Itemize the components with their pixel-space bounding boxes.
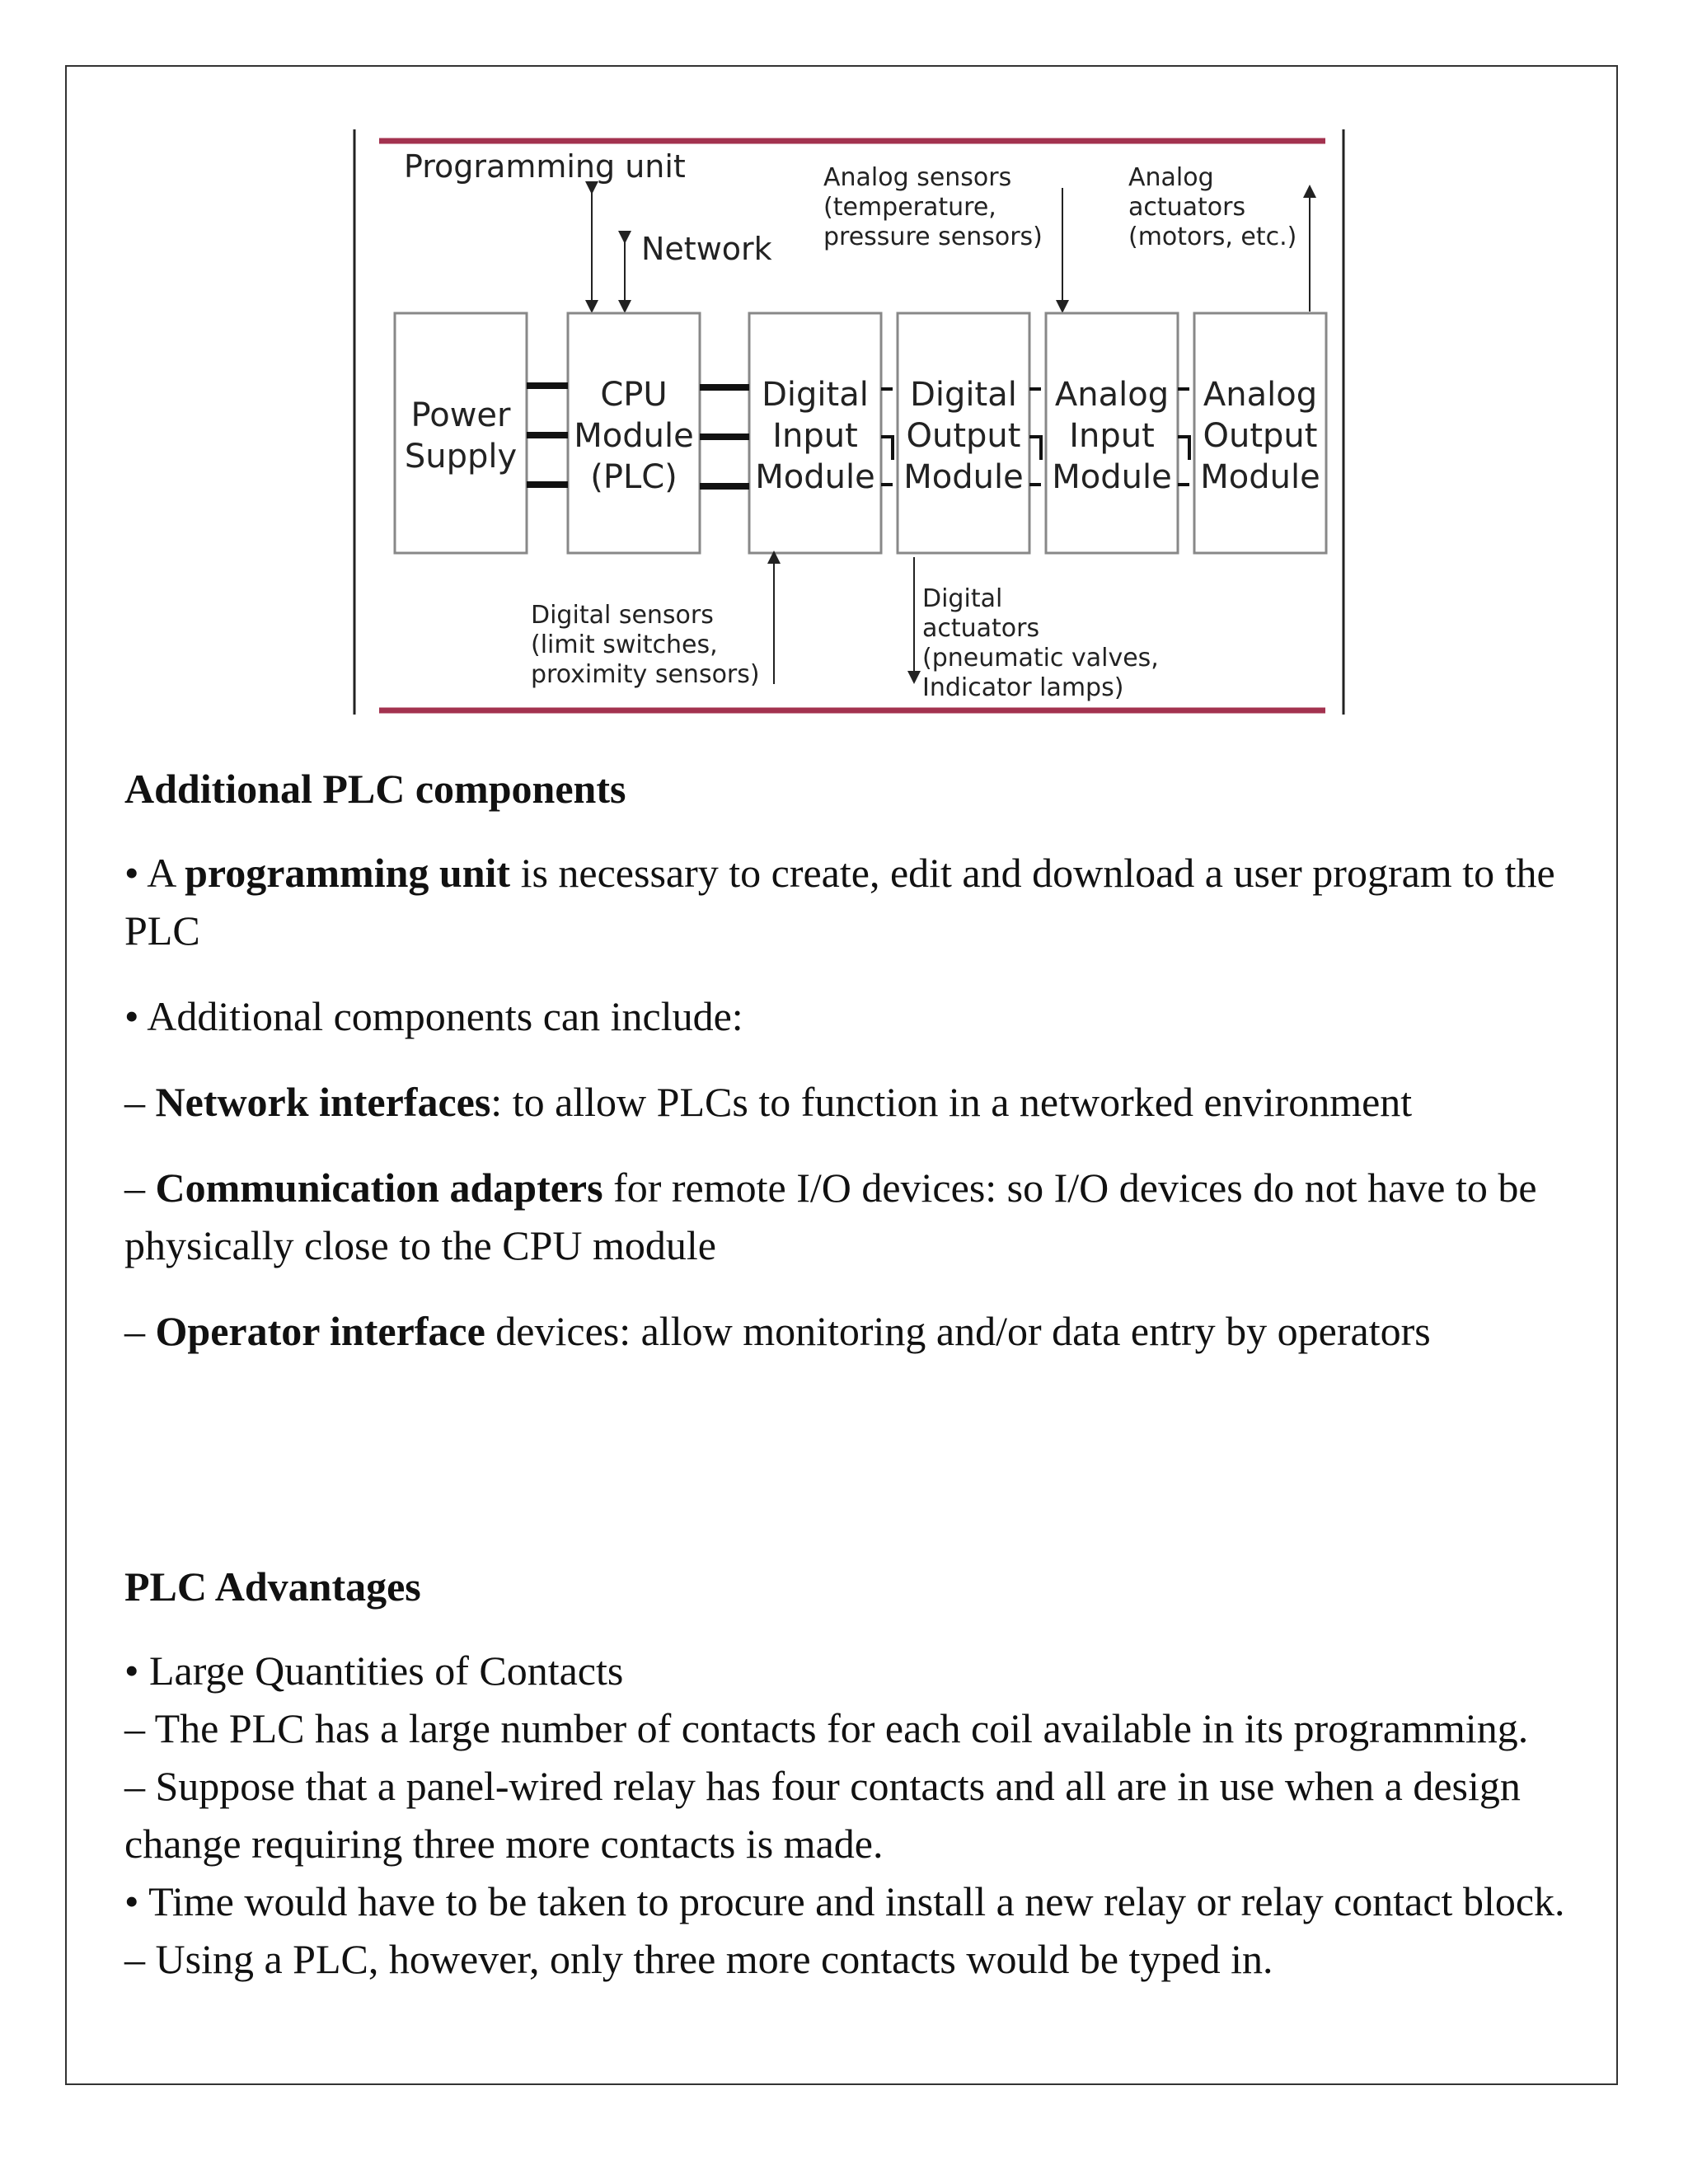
digital-sensors-label-1: Digital sensors <box>531 601 714 630</box>
text: devices: allow monitoring and/or data entry by operators <box>485 1308 1431 1354</box>
paragraph-additional: • Additional components can include: <box>124 993 743 1039</box>
analog-input-label-3: Module <box>1052 458 1172 496</box>
paragraph-operator-interface <box>124 1302 1575 1360</box>
cpu-label-1: CPU <box>600 376 668 414</box>
text: – <box>124 1079 156 1125</box>
analog-output-label-3: Module <box>1200 458 1320 496</box>
programming-unit-label: Programming unit <box>404 148 686 185</box>
paragraph-network-interfaces <box>124 1073 1575 1131</box>
digital-output-label-2: Output <box>906 417 1021 455</box>
section-plc-advantages <box>124 1558 1575 1988</box>
digital-input-label-2: Input <box>772 417 858 455</box>
bold-term: Network interfaces <box>155 1079 491 1125</box>
digital-actuators-label-3: (pneumatic valves, <box>922 644 1159 673</box>
digital-sensors-label-2: (limit switches, <box>531 630 718 659</box>
section-heading: PLC Advantages <box>124 1563 421 1610</box>
digital-input-label-1: Digital <box>762 376 869 414</box>
bold-term: Operator interface <box>155 1308 485 1354</box>
digital-actuators-label-4: Indicator lamps) <box>922 673 1124 702</box>
analog-input-label-1: Analog <box>1054 376 1170 414</box>
digital-input-label-3: Module <box>755 458 875 496</box>
bus-cpu-digital-input <box>700 387 749 486</box>
cpu-label-3: (PLC) <box>590 458 678 496</box>
text: is necessary to create, edit and download a user program to the PLC <box>124 850 1555 954</box>
analog-sensors-label-2: (temperature, <box>823 193 996 222</box>
text: for remote I/O devices: so I/O devices do not have to be physically close to the CPU module <box>124 1165 1537 1268</box>
digital-actuators-label-1: Digital <box>922 584 1003 613</box>
digital-sensors-label-3: proximity sensors) <box>531 660 760 689</box>
digital-output-label-3: Module <box>903 458 1024 496</box>
digital-actuators-label-2: actuators <box>922 614 1040 643</box>
advantage-line: – Using a PLC, however, only three more contacts would be typed in. <box>124 1936 1273 1982</box>
analog-sensors-label-1: Analog sensors <box>823 163 1012 192</box>
text: • A <box>124 850 185 896</box>
bold-term: Communication adapters <box>155 1165 603 1211</box>
digital-output-label-1: Digital <box>910 376 1017 414</box>
text: : to allow PLCs to function in a networked environment <box>490 1079 1413 1125</box>
analog-actuators-label-1: Analog <box>1128 163 1214 192</box>
plc-block-diagram <box>0 0 1688 742</box>
cpu-label-2: Module <box>574 417 694 455</box>
paragraph-communication-adapters <box>124 1159 1575 1274</box>
advantage-line: – Suppose that a panel-wired relay has four contacts and all are in use when a design change requiring three more contacts is made. <box>124 1763 1521 1867</box>
text: – <box>124 1308 156 1354</box>
analog-input-label-2: Input <box>1069 417 1155 455</box>
analog-sensors-label-3: pressure sensors) <box>823 223 1043 251</box>
bold-term: programming unit <box>185 850 511 896</box>
analog-actuators-label-2: actuators <box>1128 193 1246 222</box>
network-label: Network <box>641 231 772 267</box>
paragraph-programming-unit <box>124 844 1575 959</box>
advantage-line: – The PLC has a large number of contacts for each coil available in its programming. <box>124 1705 1529 1751</box>
analog-actuators-label-3: (motors, etc.) <box>1128 223 1297 251</box>
advantage-line: • Time would have to be taken to procure and install a new relay or relay contact block. <box>124 1878 1565 1924</box>
bus-power-cpu <box>527 386 568 485</box>
analog-output-label-1: Analog <box>1203 376 1318 414</box>
section-additional-components <box>124 760 1575 1360</box>
advantage-line: • Large Quantities of Contacts <box>124 1647 624 1694</box>
power-supply-label-1: Power <box>410 396 511 434</box>
text: – <box>124 1165 156 1211</box>
advantages-list <box>124 1642 1575 1988</box>
analog-output-label-2: Output <box>1203 417 1318 455</box>
section-heading: Additional PLC components <box>124 766 626 812</box>
power-supply-label-2: Supply <box>404 438 518 476</box>
